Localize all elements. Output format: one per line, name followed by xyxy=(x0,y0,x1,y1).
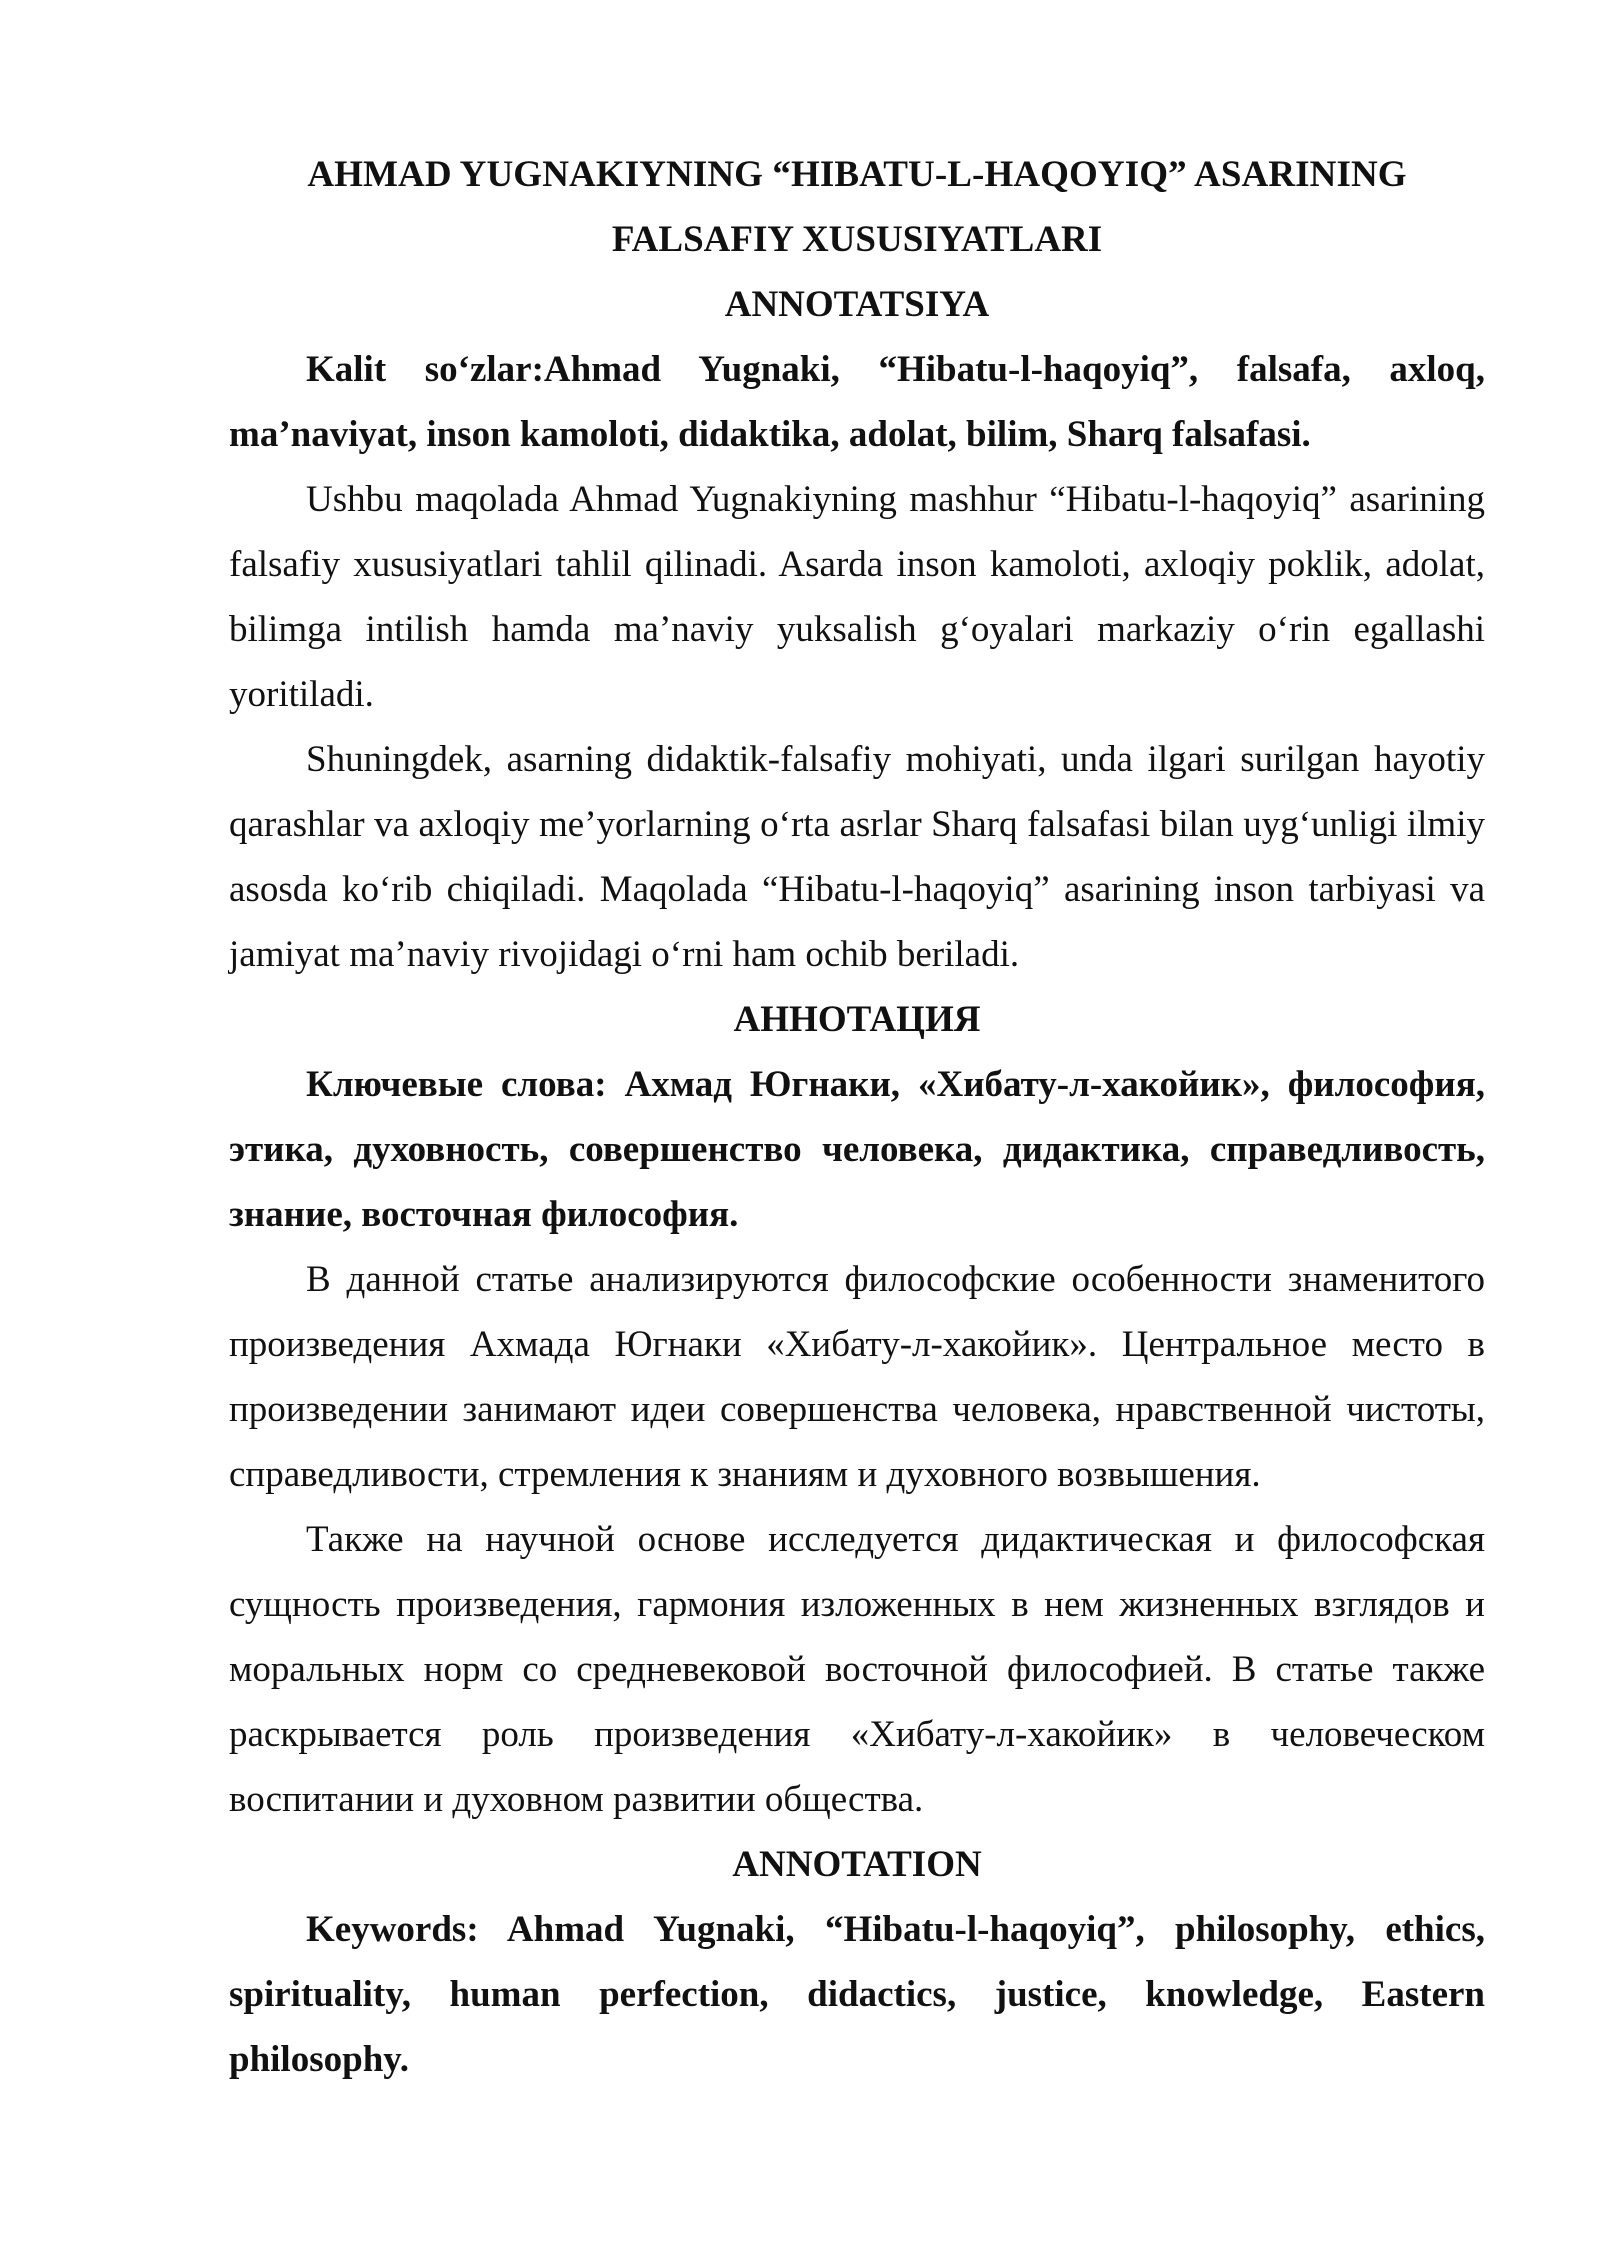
ru-paragraph-1: В данной статье анализируются философские особенности знаменитого произведения Ахмада Югнаки «Хибату-л-хакойик». Центральное место в произведении занимают идеи совершенства человека, нравственной чистоты, справедливости, стремления к знаниям и духовного возвышения. xyxy=(229,1259,1485,1495)
ru-keywords-text: Ахмад Югнаки, «Хибату-л-хакойик», философия, этика, духовность, совершенство человека, дидактика, справедливость, знание, восточная философия. xyxy=(229,1064,1485,1235)
en-annotation-heading: ANNOTATION xyxy=(732,1844,982,1885)
document-title-line-1: AHMAD YUGNAKIYNING “HIBATU-L-HAQOYIQ” ASARINING xyxy=(307,154,1407,195)
uz-annotation-heading: ANNOTATSIYA xyxy=(724,284,990,325)
en-keywords-text: Ahmad Yugnaki, “Hibatu-l-haqoyiq”, philosophy, ethics, spirituality, human perfection, didactics, justice, knowledge, Eastern philosophy. xyxy=(229,1909,1485,2080)
uz-paragraph-2: Shuningdek, asarning didaktik-falsafiy mohiyati, unda ilgari surilgan hayotiy qarashlar va axloqiy me’yorlarning o‘rta asrlar Sharq falsafasi bilan uyg‘unligi ilmiy asosda ko‘rib chiqiladi. Maqolada “Hibatu-l-haqoyiq” asarining inson tarbiyasi va jamiyat ma’naviy rivojidagi o‘rni ham ochib beriladi. xyxy=(229,739,1485,975)
ru-paragraph-2: Также на научной основе исследуется дидактическая и философская сущность произведения, гармония изложенных в нем жизненных взглядов и моральных норм со средневековой восточной философией. В статье также раскрывается роль произведения «Хибату-л-хакойик» в человеческом воспитании и духовном развитии общества. xyxy=(229,1519,1485,1820)
ru-annotation-heading: АННОТАЦИЯ xyxy=(733,999,981,1040)
ru-keywords-label: Ключевые слова: xyxy=(306,1064,607,1105)
document-title-line-2: FALSAFIY XUSUSIYATLARI xyxy=(611,219,1103,260)
en-keywords xyxy=(229,1897,1485,2092)
en-keywords-label: Keywords: xyxy=(306,1909,479,1950)
uz-keywords xyxy=(229,337,1485,467)
ru-keywords xyxy=(229,1052,1485,1247)
uz-keywords-label: Kalit so‘zlar: xyxy=(306,349,544,390)
uz-keywords-text: Ahmad Yugnaki, “Hibatu-l-haqoyiq”, falsafa, axloq, ma’naviyat, inson kamoloti, didaktika, adolat, bilim, Sharq falsafasi. xyxy=(229,349,1486,455)
uz-paragraph-1: Ushbu maqolada Ahmad Yugnakiyning mashhur “Hibatu-l-haqoyiq” asarining falsafiy xususiyatlari tahlil qilinadi. Asarda inson kamoloti, axloqiy poklik, adolat, bilimga intilish hamda ma’naviy yuksalish g‘oyalari markaziy o‘rin egallashi yoritiladi. xyxy=(229,479,1485,715)
document-body xyxy=(229,142,1485,2092)
